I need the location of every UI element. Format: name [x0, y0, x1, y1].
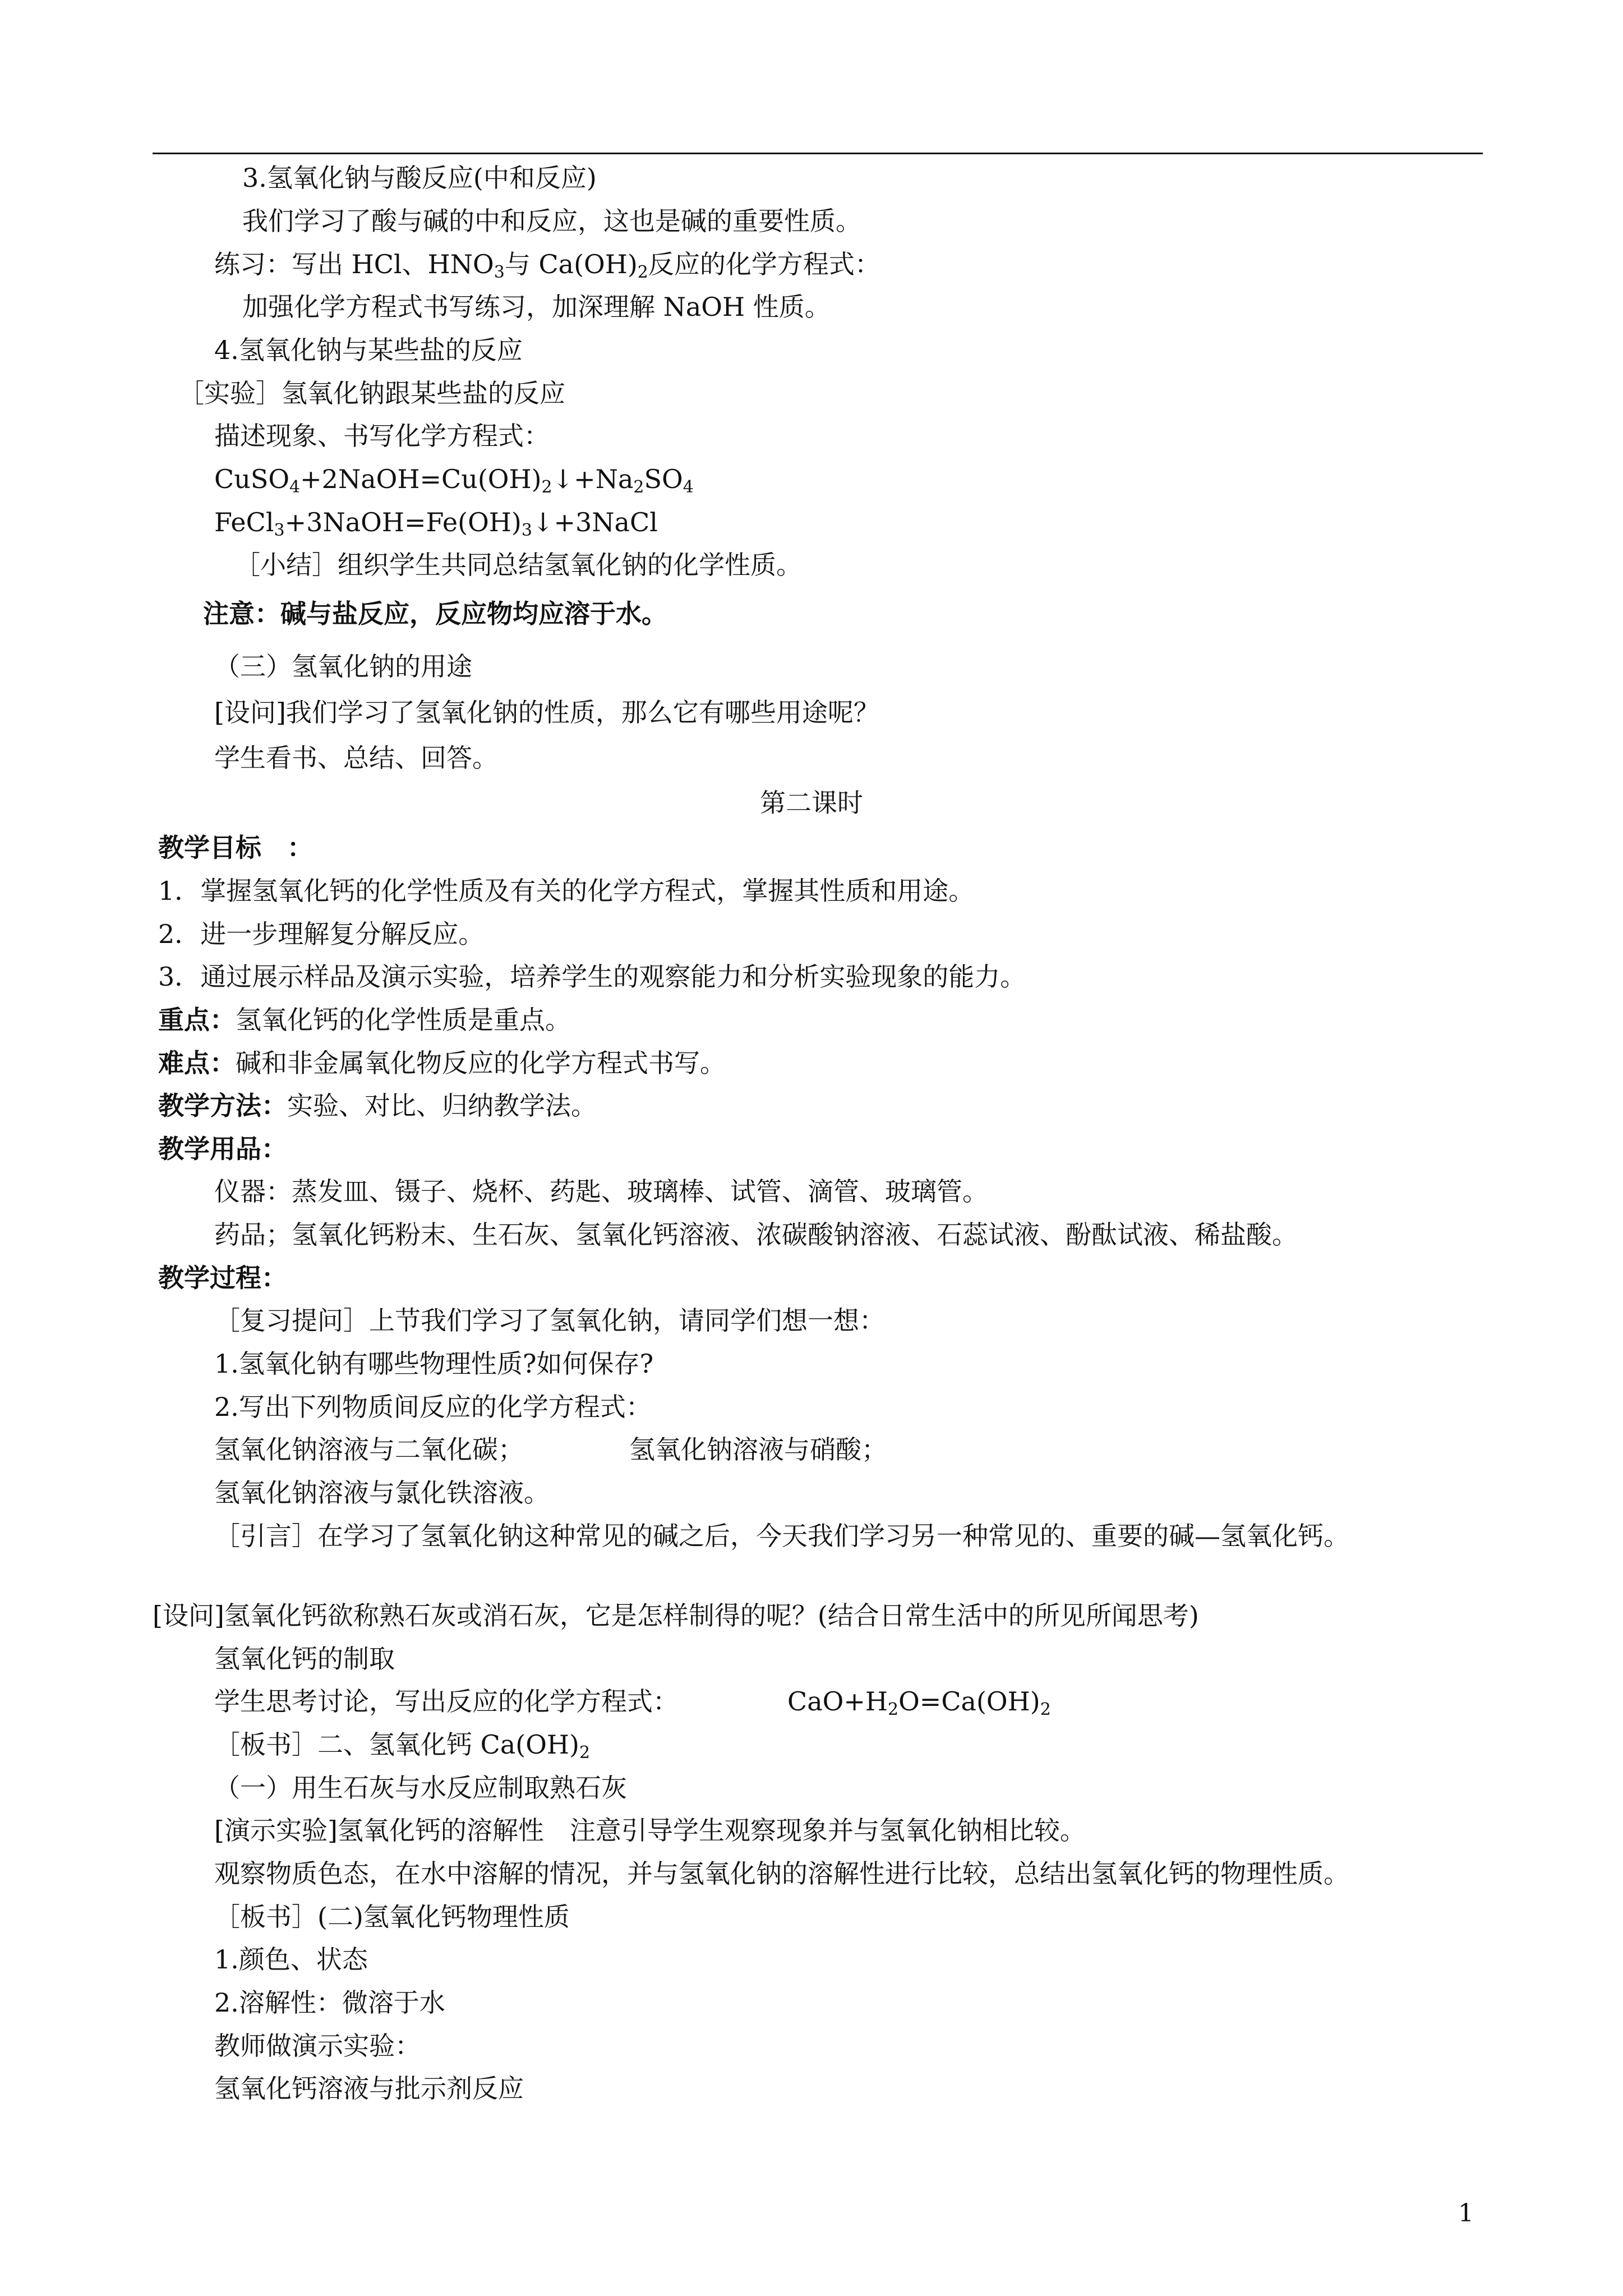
subscript: 3: [521, 521, 532, 540]
line-b35b: [787, 1683, 1051, 1720]
line-b27: [214, 1302, 885, 1339]
line-b06: [178, 375, 565, 412]
text-run: 描述现象、书写化学方程式：: [214, 421, 550, 451]
line-b03: [214, 246, 880, 283]
line-b21: [158, 1045, 726, 1082]
text-run: 与 Ca(OH): [504, 249, 638, 279]
line-b09: [214, 504, 658, 541]
text-run: 仪器：蒸发皿、镊子、烧杯、药匙、玻璃棒、试管、滴管、玻璃管。: [214, 1176, 988, 1207]
line-b20: [158, 1001, 571, 1038]
text-run: 教学方法：: [158, 1091, 287, 1121]
line-b28: [214, 1345, 653, 1382]
line-b26: [158, 1259, 287, 1296]
subscript: 2: [633, 477, 644, 497]
line-b41: [214, 1941, 368, 1978]
subscript: 2: [541, 477, 552, 497]
text-run: 学生思考讨论，写出反应的化学方程式：: [214, 1686, 679, 1717]
subscript: 3: [494, 263, 505, 282]
line-b12: [214, 648, 472, 685]
subscript: 4: [289, 477, 301, 497]
text-run: ［复习提问］上节我们学习了氢氧化钠，请同学们想一想：: [214, 1305, 885, 1336]
text-run: CaO+H: [787, 1686, 888, 1717]
line-b23: [158, 1130, 287, 1167]
text-run: ↓+3NaCl: [532, 507, 658, 537]
text-run: [演示实验]氢氧化钙的溶解性 注意引导学生观察现象并与氢氧化钠相比较。: [214, 1815, 1086, 1846]
line-b07: [214, 417, 550, 454]
subscript: 2: [579, 1743, 591, 1763]
line-b36: [214, 1726, 590, 1763]
subscript: 2: [888, 1700, 899, 1719]
line-b33: [153, 1597, 1199, 1634]
text-run: 2.溶解性：微溶于水: [214, 1987, 445, 2018]
text-run: 实验、对比、归纳教学法。: [287, 1091, 597, 1121]
line-b10: [234, 546, 802, 583]
text-run: SO: [644, 464, 683, 494]
text-run: 氢氧化钙的制取: [214, 1644, 395, 1674]
text-run: （三）氢氧化钠的用途: [214, 651, 472, 682]
text-run: CuSO: [214, 464, 290, 494]
line-b31: [214, 1474, 550, 1511]
text-run: +2NaOH=Cu(OH): [300, 464, 542, 494]
text-run: （一）用生石灰与水反应制取熟石灰: [214, 1773, 627, 1803]
text-run: O=Ca(OH): [898, 1686, 1040, 1717]
text-run: 4.氢氧化钠与某些盐的反应: [214, 335, 523, 365]
text-run: 教师做演示实验：: [214, 2031, 421, 2061]
text-run: 第二课时: [760, 788, 863, 818]
section-heading: [0, 784, 1623, 821]
text-run: 氢氧化钠溶液与硝酸；: [629, 1434, 887, 1465]
text-run: FeCl: [214, 507, 274, 537]
line-b34: [214, 1640, 395, 1677]
line-b30b: [629, 1431, 887, 1468]
text-run: 氢氧化钠溶液与氯化铁溶液。: [214, 1478, 550, 1508]
line-b11: [203, 595, 667, 632]
line-b43: [214, 2027, 421, 2064]
line-b08: [214, 461, 694, 498]
line-b44: [214, 2070, 524, 2107]
line-b14: [214, 739, 498, 776]
text-run: 教学过程：: [158, 1263, 287, 1293]
text-run: 氢氧化钙的化学性质是重点。: [236, 1005, 571, 1035]
line-b39: [214, 1855, 1349, 1892]
text-run: 氢氧化钙溶液与批示剂反应: [214, 2073, 524, 2104]
text-run: 药品；氢氧化钙粉末、生石灰、氢氧化钙溶液、浓碳酸钠溶液、石蕊试液、酚酞试液、稀盐酸。: [214, 1220, 1298, 1250]
text-run: 教学用品：: [158, 1134, 287, 1164]
text-run: 氢氧化钠溶液与二氧化碳；: [214, 1434, 524, 1465]
text-run: 反应的化学方程式：: [648, 249, 880, 279]
header-rule: [153, 153, 1483, 154]
line-b22: [158, 1087, 597, 1124]
text-run: 难点：: [158, 1048, 236, 1078]
line-b16: [158, 829, 313, 866]
line-b25: [214, 1216, 1298, 1253]
text-run: 2．进一步理解复分解反应。: [158, 919, 485, 949]
text-run: 观察物质色态，在水中溶解的情况，并与氢氧化钠的溶解性进行比较，总结出氢氧化钙的物理性质。: [214, 1858, 1349, 1889]
text-run: 1．掌握氢氧化钙的化学性质及有关的化学方程式，掌握其性质和用途。: [158, 876, 975, 906]
line-b40: [214, 1898, 570, 1935]
line-b02: [242, 203, 861, 240]
line-b17: [158, 872, 974, 909]
text-run: ［实验］氢氧化钠跟某些盐的反应: [178, 378, 565, 408]
subscript: 4: [683, 477, 694, 497]
subscript: 3: [274, 521, 285, 540]
line-b19: [158, 958, 1026, 995]
line-b18: [158, 915, 484, 953]
text-run: ↓+Na: [552, 464, 634, 494]
line-b42: [214, 1984, 445, 2021]
text-run: ［板书］(二)氢氧化钙物理性质: [214, 1902, 570, 1932]
subscript: 2: [1040, 1700, 1051, 1719]
text-run: [设问]我们学习了氢氧化钠的性质，那么它有哪些用途呢？: [214, 697, 879, 728]
line-b35: [214, 1683, 679, 1720]
text-run: 3．通过展示样品及演示实验，培养学生的观察能力和分析实验现象的能力。: [158, 961, 1026, 992]
text-run: ［引言］在学习了氢氧化钠这种常见的碱之后，今天我们学习另一种常见的、重要的碱—氢氧化钙。: [214, 1521, 1349, 1551]
text-run: 学生看书、总结、回答。: [214, 743, 498, 773]
text-run: 练习：写出 HCl、HNO: [214, 249, 494, 279]
text-run: ［小结］组织学生共同总结氢氧化钠的化学性质。: [234, 550, 802, 580]
line-b04: [242, 288, 831, 325]
line-b38: [214, 1812, 1086, 1849]
line-b30: [214, 1431, 524, 1468]
text-run: 我们学习了酸与碱的中和反应，这也是碱的重要性质。: [242, 206, 861, 236]
text-run: 1.颜色、状态: [214, 1944, 368, 1975]
line-b32: [214, 1517, 1349, 1554]
text-run: +3NaOH=Fe(OH): [284, 507, 522, 537]
line-b13: [214, 694, 879, 731]
line-b37: [214, 1769, 627, 1806]
subscript: 2: [637, 263, 648, 282]
line-b05: [214, 332, 523, 369]
text-run: 碱和非金属氧化物反应的化学方程式书写。: [236, 1048, 726, 1078]
text-run: 加强化学方程式书写练习，加深理解 NaOH 性质。: [242, 292, 831, 322]
text-run: [设问]氢氧化钙欲称熟石灰或消石灰，它是怎样制得的呢？(结合日常生活中的所见所闻思考): [153, 1600, 1199, 1631]
text-run: 3.氢氧化钠与酸反应(中和反应): [242, 163, 597, 193]
text-run: 重点：: [158, 1005, 236, 1035]
line-b29: [214, 1388, 652, 1425]
text-run: 注意：碱与盐反应，反应物均应溶于水。: [203, 599, 667, 629]
text-run: ［板书］二、氢氧化钙 Ca(OH): [214, 1729, 579, 1760]
line-b01: [242, 159, 597, 196]
text-run: 教学目标 ：: [158, 832, 313, 863]
text-run: 1.氢氧化钠有哪些物理性质?如何保存?: [214, 1349, 654, 1379]
line-b24: [214, 1173, 988, 1210]
text-run: 2.写出下列物质间反应的化学方程式：: [214, 1392, 652, 1422]
page-number: 1: [1458, 2199, 1474, 2228]
